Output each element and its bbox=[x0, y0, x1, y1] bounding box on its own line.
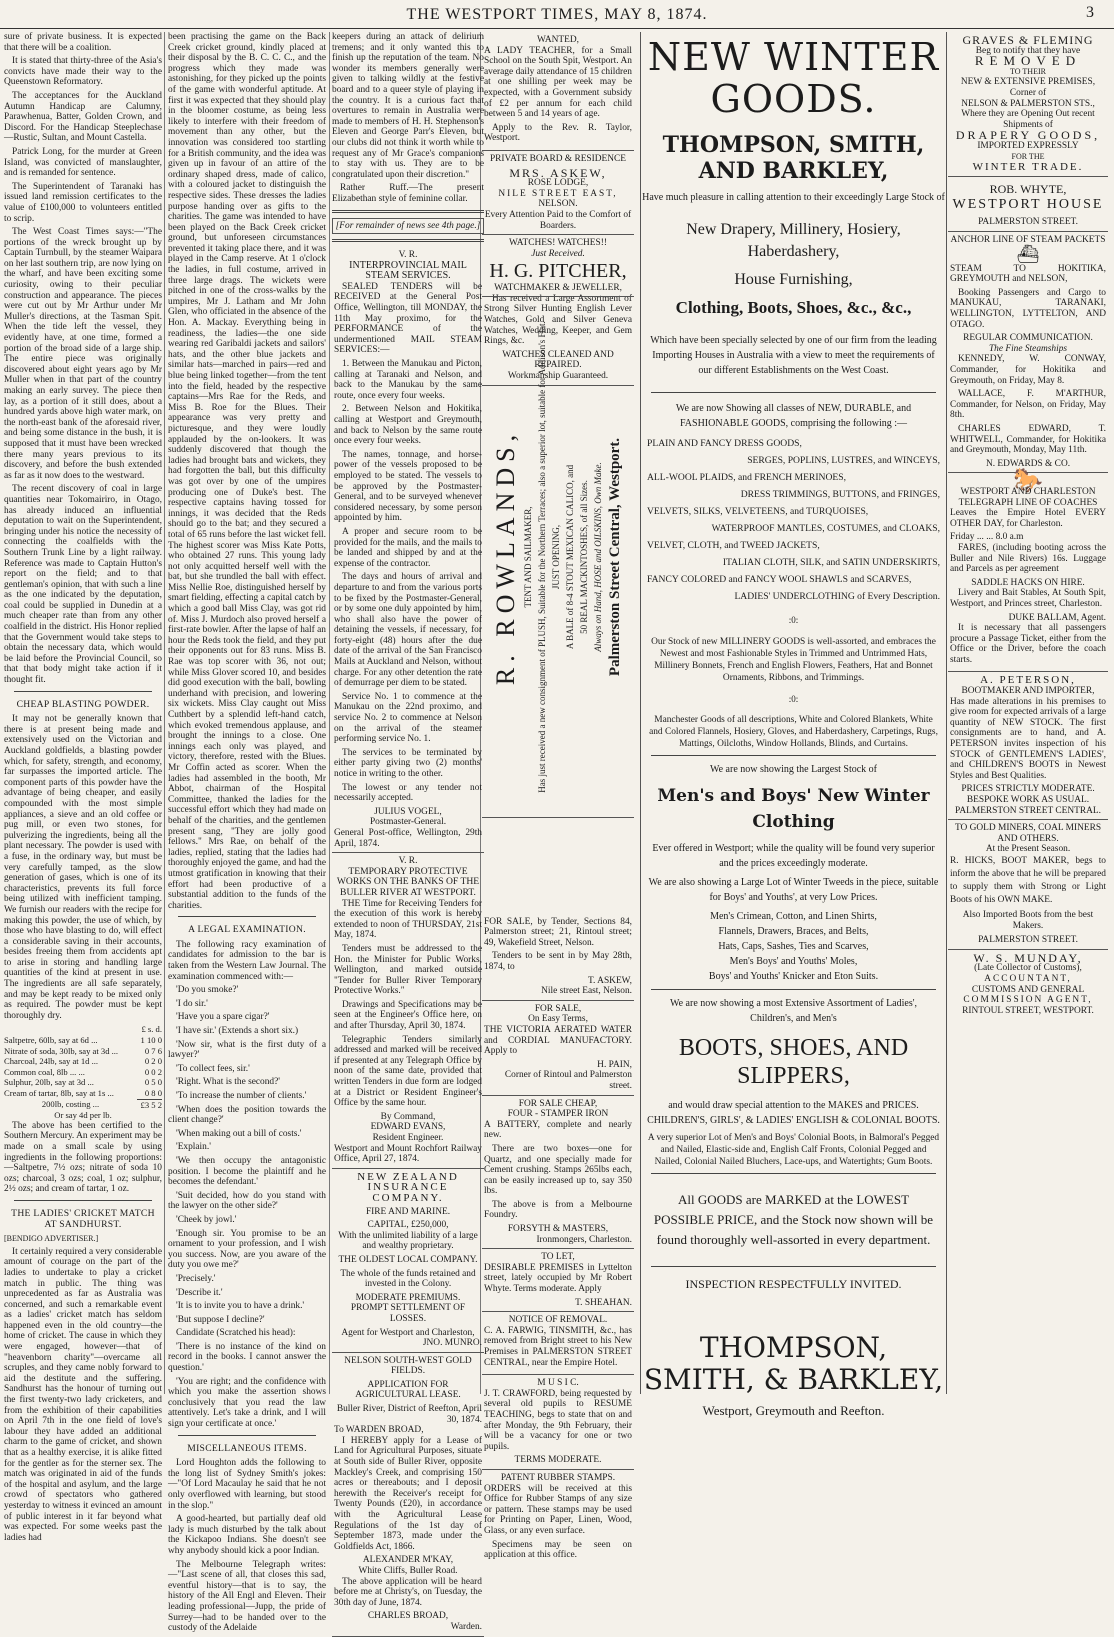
signature: H. PAIN, bbox=[597, 1059, 632, 1070]
page-number: 3 bbox=[1086, 4, 1094, 21]
rowlands-advert bbox=[482, 293, 634, 818]
cost-note: Or say 4d per lb. bbox=[54, 1110, 112, 1121]
list-item: FANCY COLORED and FANCY WOOL SHAWLS and SCARVES, bbox=[647, 574, 912, 585]
advert-line: INSPECTION RESPECTFULLY INVITED. bbox=[685, 1277, 902, 1292]
advert-headline: NEW WINTER GOODS. bbox=[647, 35, 940, 121]
advert-name: MRS. ASKEW, bbox=[509, 165, 607, 180]
advert-paragraph: Livery and Bait Stables, At South Spit, Westport, and Princes street, Charleston. bbox=[950, 588, 1106, 609]
article-paragraph: It certainly required a very considerable amount of courage on the part of the ladies to undertake to play a cricket match in public. The thing was unprecedented as far as Australia was concerned, and such a remarkable event as a ladies' cricket match has seldom happened even in the old country—the home of cricket. The cause in which they were engaged, however—that of "heavenborn charity"—overcame all scruples, and they came nobly forward to aid the destitute and the suffering. Sandhurst has the honour of turning out the first twenty-two lady cricketers, and from the exhibition of their capabilities on April 7th in the one field of love's labour they have added an additional charm to the game of cricket, and shown that as a healthy exercise, it is alike fitted for the gentler as for the sterner sex. The match was originated in aid of the funds of the hospital and asylum, and the large crowd of spectators who gathered yesterday to witness it evinced an amount of public interest in it far beyond what was expected. For some weeks past the ladies had bbox=[4, 1246, 162, 1543]
advert-paragraph: Tenders must be addressed to the Hon. the Minister for Public Works, Wellington, and marked outside "Tender for Buller River Temporary Protective Works." bbox=[334, 943, 482, 997]
powder-cost-table bbox=[4, 1024, 162, 1120]
advert-line: FOR THE bbox=[1011, 151, 1045, 161]
list-item: VELVET, CLOTH, and TWEED JACKETS, bbox=[647, 540, 820, 551]
advert-line: CHILDREN'S, GIRLS', & LADIES' ENGLISH & COLONIAL BOOTS. bbox=[647, 1115, 940, 1127]
advert-paragraph: Has received a Large Assortment of Strong Silver Hunting English Lever Watches, Gold and Silver Geneva Watches, Wedding, Keeper, and Gem Rings, &c. bbox=[484, 293, 632, 347]
article-paragraph: It is stated that thirty-three of the Asia's convicts have made their way to the Queenstown Reformatory. bbox=[4, 56, 162, 88]
dialogue-line: Candidate (Scratched his head): bbox=[176, 1328, 296, 1339]
article-heading: THE LADIES' CRICKET MATCH AT SANDHURST. bbox=[11, 1207, 155, 1230]
advert-paragraph: THE Time for Receiving Tenders for the execution of this work is hereby extended to noon of THURSDAY, 21st May, 1874. bbox=[334, 898, 482, 941]
advert-line: Agent for Westport and Charleston, bbox=[341, 1327, 475, 1338]
advert-paragraph: It is necessary that all passengers procure a Passage Ticket, either from the Office or the Driver, before the coach starts. bbox=[950, 623, 1106, 665]
goods-list bbox=[641, 435, 946, 605]
advert-paragraph: There are two boxes—one for Quartz, and one specially made for Cement crushing. Stamps 265lbs each, can be easily increased up to, say 350 lbs. bbox=[484, 1143, 632, 1197]
list-item: LADIES' UNDERCLOTHING of Every Description. bbox=[734, 591, 940, 602]
divider bbox=[14, 691, 152, 692]
advert-line: DRAPERY GOODS, bbox=[955, 128, 1101, 143]
protective-works-advert bbox=[332, 853, 484, 1169]
advert-line: At the Present Season. bbox=[985, 844, 1071, 855]
advert-line: Workmanship Guaranteed. bbox=[507, 371, 609, 382]
advert-name: R. ROWLANDS, bbox=[491, 428, 520, 686]
article-paragraph: The acceptances for the Auckland Autumn Handicap are Calumny, Parawhenua, Batter, Golden Crown, and Discord. For the Handicap Steeplechase—Rustic, Sultan, and Mount Castella. bbox=[4, 90, 162, 144]
ornament: :0: bbox=[788, 693, 799, 704]
advert-line: PALMERSTON STREET CENTRAL. bbox=[955, 805, 1101, 816]
advert-line: Children's, and Men's bbox=[750, 1013, 837, 1025]
table-row: Sulphur, 20lb, say at 3d ... 0 5 0 bbox=[4, 1077, 162, 1088]
advert-address: Palmerston Street Central, Westport. bbox=[607, 437, 623, 677]
battery-sale-advert bbox=[482, 1096, 634, 1250]
advert-line: Which have been specially selected by one of our firm from the leading Importing Houses in Australia with a view to meet the requirements of our different Establishments on the West Coast. bbox=[650, 335, 937, 376]
advert-paragraph: Booking Passengers and Cargo to MANUKAU, TARANAKI, WELLINGTON, LYTTELTON, AND OTAGO. bbox=[950, 287, 1106, 330]
agricultural-lease-advert bbox=[332, 1353, 484, 1637]
signature: ALEXANDER M'KAY, bbox=[362, 1555, 454, 1566]
advert-title: NEW ZEALAND INSURANCE COMPANY. bbox=[357, 1170, 459, 1204]
to-let-advert bbox=[482, 1249, 634, 1312]
insurance-advert bbox=[332, 1169, 484, 1353]
signature: DUKE BALLAM, Agent. bbox=[1008, 612, 1106, 623]
advert-line: Have much pleasure in calling attention to their exceedingly Large Stock of bbox=[642, 192, 945, 203]
advert-line: A BALE of 8-4 STOUT MEXICAN CALICO, and bbox=[565, 464, 575, 650]
advert-line: COMMISSION AGENT, bbox=[963, 995, 1093, 1006]
article-paragraph: The recent discovery of coal in large quantities near Tokomairiro, in Otago, has already induced an influential deputation to wait on the Superintendent, bringing under his notice the necessity of connecting the coalfields with the Southern Trunk Line by a light railway. Reference was made to Captain Hutton's report on the field; and to that gentleman's opinion, that with such a line as the one indicated by the deputation, coal could be supplied in Dunedin at a much cheaper rate than from any other coalfield in the district. His Honor replied that the Government would take steps to obtain the necessary data, which would be laid before the Provincial Council, so that that body might take action if it thought fit. bbox=[4, 484, 162, 686]
advert-line: WATCHES! WATCHES!! bbox=[509, 238, 607, 249]
list-item: SERGES, POPLINS, LUSTRES, and WINCEYS, bbox=[747, 455, 940, 466]
advert-title: PRIVATE BOARD & RESIDENCE bbox=[489, 153, 627, 164]
rotated-content bbox=[491, 307, 625, 807]
advert-paragraph: C. A. FARWIG, TINSMITH, &c., has removed from Bright street to his New Premises in PALMERSTON STREET CENTRAL, near the Empire Hotel. bbox=[484, 1325, 632, 1368]
signature: N. EDWARDS & CO. bbox=[985, 458, 1071, 469]
table-row: Saltpetre, 60lb, say at 6d ... 1 10 0 bbox=[4, 1035, 162, 1046]
article-paragraph: A good-hearted, but partially deaf old lady is much disturbed by the talk about the Kickapoo Indians. She doesn't see why anybody should kick a poor Indian. bbox=[168, 1514, 326, 1556]
dialogue-line: 'Right. What is the second?' bbox=[176, 1077, 280, 1088]
timetable-line: Friday ... ... 8.0 a.m bbox=[950, 532, 1024, 543]
advert-line: NILE STREET EAST, bbox=[498, 188, 618, 199]
advert-title: NELSON SOUTH-WEST GOLD FIELDS. bbox=[344, 1355, 472, 1377]
dialogue-line: 'It is to invite you to have a drink.' bbox=[176, 1301, 305, 1312]
divider bbox=[332, 239, 484, 242]
dialogue-line: 'Cheek by jowl.' bbox=[176, 1214, 237, 1225]
dialogue-line: 'To increase the number of clients.' bbox=[176, 1091, 307, 1101]
signature: T. SHEAHAN. bbox=[575, 1297, 632, 1308]
advert-paragraph: Service No. 1 to commence at the Manukau on the 22nd proximo, and service No. 2 to commence at Nelson on the arrival of the steamer performing service No. 1. bbox=[334, 691, 482, 745]
advert-subtitle: TELEGRAPH LINE OF COACHES bbox=[958, 497, 1098, 508]
divider bbox=[14, 1200, 152, 1201]
advert-line: SADDLE HACKS ON HIRE. bbox=[971, 577, 1085, 588]
advert-subheadline: BOOTS, SHOES, AND SLIPPERS, bbox=[678, 1035, 909, 1090]
advert-line: JUST OPENING, bbox=[551, 524, 561, 590]
advert-line: PALMERSTON STREET. bbox=[978, 216, 1078, 227]
vr-mark: V. R. bbox=[398, 856, 418, 867]
advert-line: TERMS MODERATE. bbox=[514, 1455, 602, 1466]
signature-title: Corner of Rintoul and Palmerston street. bbox=[504, 1070, 632, 1091]
advert-name: ROB. WHYTE, bbox=[989, 181, 1067, 196]
dialogue-line: 'When does the position towards the client change?' bbox=[168, 1104, 326, 1126]
advert-paragraph: 2. Between Nelson and Hokitika, calling at Westport and Greymouth, and back to Nelson by the same route once every four weeks. bbox=[334, 404, 482, 447]
article-paragraph: sure of private business. It is expected that there will be a coalition. bbox=[4, 32, 162, 53]
advert-paragraph: Manchester Goods of all descriptions, White and Colored Blankets, White and Colored Flannels, Hosiery, Gloves, and Haberdashery, Carpetings, Rugs, Mattings, Oilcloths, Window Hollands, Blinds, and Curtains. bbox=[649, 715, 938, 750]
whyte-advert bbox=[948, 177, 1108, 232]
dialogue-line: 'Suit decided, how do you stand with the lawyer on the other side?' bbox=[168, 1190, 326, 1212]
advert-line: WATCHMAKER & JEWELLER, bbox=[494, 283, 622, 294]
dialogue-line: 'I do sir.' bbox=[176, 998, 208, 1009]
advert-paragraph: STEAM TO HOKITIKA, GREYMOUTH and NELSON, bbox=[950, 263, 1106, 285]
table-row: Nitrate of soda, 30lb, say at 3d ... 0 7 6 bbox=[4, 1045, 162, 1056]
list-item: ALL-WOOL PLAIDS, and FRENCH MERINOES, bbox=[647, 472, 846, 483]
advert-line: Has just received a new consignment of PLUSH, Suitable for the Northern Terraces; also a superior lot, suitable for Addison's Flat. bbox=[537, 321, 547, 793]
cost-header: £ s. d. bbox=[141, 1024, 162, 1035]
advert-line: TENT AND SAILMAKER, bbox=[523, 506, 533, 608]
boarding-advert bbox=[482, 151, 634, 235]
advert-line: New Drapery, Millinery, Hosiery, Haberdashery, bbox=[686, 221, 901, 260]
advert-line: We are now showing the Largest Stock of bbox=[709, 764, 878, 776]
advert-line: WINTER TRADE. bbox=[972, 161, 1084, 174]
article-paragraph: The above has been certified to the Southern Mercury. An experiment may be made on a small scale by using ingredients in the following proportions:—Saltpetre, 7½ ozs; nitrate of soda 10 ozs; charcoal, 3 ozs; coal, 1 oz; sulphur, 2½ ozs; and cream of tartar, 1 oz. bbox=[4, 1120, 162, 1195]
advert-title: ANCHOR LINE OF STEAM PACKETS bbox=[950, 234, 1106, 245]
advert-dateline: Westport and Mount Rochfort Railway Office, April 27, 1874. bbox=[334, 1143, 482, 1165]
tender-sale-advert bbox=[482, 914, 634, 1001]
dialogue-line: 'Explain.' bbox=[176, 1142, 211, 1153]
list-item: WATERPROOF MANTLES, COSTUMES, and CLOAKS, bbox=[711, 523, 940, 534]
divider bbox=[332, 210, 484, 213]
advert-line: Clothing, Boots, Shoes, &c., &c., bbox=[675, 298, 912, 317]
advert-line: With the unlimited liability of a large and wealthy proprietary. bbox=[338, 1230, 478, 1252]
advert-paragraph: I HEREBY apply for a Lease of Land for Agricultural Purposes, situate at South side of Buller River, opposite Mackley's Creek, and comprising 150 acres or thereabouts; and I deposit herewith the Receiver's receipt for Twenty Pounds (£20), in accordance with the Agricultural Lease Regulations of the 1st day of September 1873, made under the Goldfields Act, 1866. bbox=[334, 1435, 482, 1552]
advert-name: H. G. PITCHER, bbox=[489, 260, 627, 283]
advert-paragraph: KENNEDY, W. CONWAY, Commander, for Hokitika and Greymouth, on Friday, May 8. bbox=[950, 354, 1106, 386]
advert-line: CAPITAL, £250,000, bbox=[367, 1220, 449, 1231]
dialogue-line: 'To collect fees, sir.' bbox=[176, 1063, 250, 1074]
removal-advert bbox=[482, 1312, 634, 1375]
advert-line: and would draw special attention to the MAKES and PRICES. bbox=[668, 1100, 919, 1112]
divider bbox=[651, 989, 936, 990]
advert-line: Always on Hand, HOSE and OILSKINS, Own Make. bbox=[593, 462, 603, 652]
advert-paragraph: THE VICTORIA AERATED WATER and CORDIAL MANUFACTORY. Apply to bbox=[484, 1024, 632, 1057]
signature: T. ASKEW, bbox=[587, 975, 632, 986]
remainder-note: [For remainder of news see 4th page.] bbox=[332, 218, 484, 235]
advert-title: WANTED, bbox=[537, 35, 579, 45]
advert-paragraph: Our Stock of new MILLINERY GOODS is well-assorted, and embraces the Newest and most Fashionable Styles in Trimmed and Untrimmed Hats, Millinery Bonnets, French and English Flowers, Feathers, Hat and Bonnet Ornaments, Ribbons, and Trimmings. bbox=[651, 636, 936, 683]
advert-line: We are now Showing all classes of NEW, DURABLE, and FASHIONABLE GOODS, comprising the following :— bbox=[675, 403, 912, 429]
article-paragraph: It may not be generally known that there is at present being made and extensively used on the Victorian and Auckland goldfields, a blasting powder which, for safety, strength, and economy, far surpasses the imported article. The component parts of this powder have the advantage of being cheaper, and easily compounded with the most simple appliances, a sieve and an old coffee or pug mill, or even two stones, for pulverizing the ingredients, being all the plant necessary. The powder is used with a fuse, in the ordinary way, but must be very carefully tamped, as the slow generation of gases, which is one of its characteristics, prevents its full force being utilized with inefficient tamping. We furnish our readers with the recipe for making this powder, the use of which, by those who have blasting to do, will effect a considerable saving in their accounts, besides freeing them from accidents apt to arise in storing and handling large quantities of the kind at present in use. The ingredients are all safe separately, and may be kept ready to be mixed only as required. The powder must be kept thoroughly dry. bbox=[4, 714, 162, 1021]
advert-line: Boys' and Youths' Knicker and Eton Suits. bbox=[708, 971, 879, 983]
coach-advert bbox=[948, 468, 1108, 672]
advert-paragraph: A very superior Lot of Men's and Boys' Colonial Boots, in Balmoral's Pegged and Nailed, Elastic-side and, English Calf Fronts, Colonial Pegged and Nailed, Colonial Nailed Bluchers, Lace-ups, and Watertights; Gum Boots. bbox=[647, 1133, 940, 1168]
advert-line: The whole of the funds retained and invested in the Colony. bbox=[340, 1268, 476, 1290]
divider bbox=[651, 1266, 936, 1267]
advert-paragraph: The above is from a Melbourne Foundry. bbox=[484, 1199, 632, 1221]
advert-paragraph: FARES, (including booting across the Buller and Nile Rivers) 16s. Luggage and Parcels as per agreement bbox=[950, 542, 1106, 575]
signature: EDWARD EVANS, bbox=[370, 1122, 446, 1133]
column-2 bbox=[168, 32, 326, 1634]
advert-title: INTERPROVINCIAL MAIL STEAM SERVICES. bbox=[349, 259, 467, 282]
advert-headline: WESTPORT HOUSE bbox=[952, 197, 1104, 213]
dialogue-line: 'We then occupy the antagonistic position. I become the plaintiff and he becomes the defendant.' bbox=[168, 1155, 326, 1188]
advert-subheadline: Men's and Boys' New Winter Clothing bbox=[657, 786, 930, 833]
dialogue-line: 'When making out a bill of costs.' bbox=[176, 1128, 302, 1139]
advert-line: To WARDEN BROAD, bbox=[334, 1425, 424, 1436]
advert-title: NOTICE OF REMOVAL. bbox=[508, 1315, 608, 1326]
source-note: [BENDIGO ADVERTISER.] bbox=[4, 1234, 99, 1244]
article-heading: MISCELLANEOUS ITEMS. bbox=[187, 1442, 307, 1454]
advert-line: Beg to notify that they have bbox=[975, 45, 1081, 56]
advert-line: Just Received. bbox=[531, 248, 585, 259]
dialogue-line: 'I have sir.' (Extends a short six.) bbox=[176, 1026, 299, 1037]
column-5-large-advert bbox=[640, 32, 947, 1419]
rubber-stamps-advert bbox=[482, 1470, 634, 1567]
advert-line: ROSE LODGE, bbox=[527, 178, 589, 189]
advert-address: RINTOUL STREET, WESTPORT. bbox=[962, 1005, 1094, 1016]
signature: CHARLES BROAD, bbox=[367, 1611, 449, 1622]
advert-line: House Furnishing, bbox=[734, 271, 853, 288]
masthead bbox=[0, 0, 1114, 29]
advert-line: Where they are Opening Out recent bbox=[961, 109, 1095, 120]
advert-line: TO THEIR bbox=[1010, 66, 1046, 76]
signature-title: Resident Engineer. bbox=[372, 1133, 444, 1143]
advert-line: WATCHES CLEANED AND REPAIRED. bbox=[502, 349, 614, 371]
advert-paragraph: Tenders to be sent in by May 28th, 1874, to bbox=[484, 951, 632, 972]
munday-advert bbox=[948, 950, 1108, 1020]
table-total: 200lb, costing ... £3 5 2 bbox=[41, 1099, 162, 1110]
advert-paragraph: DESIRABLE PREMISES in Lyttelton street, lately occupied by Mr Robert Whyte. Terms moderate. Apply bbox=[484, 1262, 632, 1295]
advert-line: ACCOUNTANT, bbox=[984, 973, 1072, 984]
advert-line: The Fine Steamships bbox=[988, 343, 1068, 354]
signature-title: White Cliffs, Buller Road. bbox=[358, 1565, 458, 1576]
peterson-advert bbox=[948, 672, 1108, 820]
advert-paragraph: A proper and secure room to be provided for the mails, and the mails to be landed and shipped by and at the expense of the contractor. bbox=[334, 526, 482, 569]
advert-line: Hats, Caps, Sashes, Ties and Scarves, bbox=[718, 941, 869, 953]
advert-paragraph: Has made alterations in his premises to give room for expected arrivals of a large quantity of NEW STOCK. The first consignments are to hand, and A. PETERSON invites inspection of his STOCK of GENTLEMEN'S LADIES', and CHILDREN'S BOOTS in Newest Styles and Best Qualities. bbox=[950, 696, 1106, 781]
column-6 bbox=[948, 32, 1108, 1394]
article-heading: CHEAP BLASTING POWDER. bbox=[16, 698, 150, 710]
advert-paragraph: R. HICKS, BOOT MAKER, begs to inform the above that he will be prepared to supply them with Strong or Light Boots of his OWN MAKE. bbox=[950, 855, 1106, 905]
advert-line: Flannels, Drawers, Braces, and Belts, bbox=[718, 926, 869, 938]
article-paragraph: been practising the game on the Back Creek cricket ground, kindly placed at their disposal by the B. C. C. C., and the progress which they made was astonishing, for they picked up the points of the game with wonderful aptitude. At first it was expected that they should play in the bloomer costume, as being less likely to interfere with their freedom of movement than any other, but the innovation was considered too startling for a British community, and the idea was given up in favour of an attire of the ordinary shaped dress, made of calico, with a coloured jacket to distinguish the respective sides. These dresses the ladies purpose handing over as gifts to the charities. The game was intended to have been played on the Back Creek cricket ground, but unforeseen circumstances prevented it taking place there, and it was played in the Camp reserve. At 1 o'clock the ladies, in full costume, arrived in three large drags. The wickets were pitched in one of the cross-walks by the umpires, Mr J. Latham and Mr John Glen, who officiated in the absence of the Hon. A. Mackay. Everything being in readiness, the ladies—the one side wearing red Garibaldi jackets and sailors' hats, and the other blue jackets and similar hats—marched in pairs—red and blue being linked together—from the tent into the field, headed by the respective captains—Mrs Rae for the Reds, and Miss B. Roe for the Blues. Their appearance was very pretty and picturesque, and they were loudly applauded by the on-lookers. It was suddenly discovered that though the ladies had brought bats and wickets, they had forgotten the ball, but this difficulty was got over by one of the umpires producing one of Duke's best. The respective captains having tossed for innings, it was decided that the Reds should go to the bat; and they secured a total of 65 runs before the last wicket fell. The highest scorer was Miss Kate Potts, who obtained 27 runs. This young lady not only acquitted herself well with the bat, but she trundled the ball with effect. Miss Nellie Roe, distinguished herself by smart fielding, effecting a capital catch by which a good ball Miss Clay, was got rid of. Miss J. Murdoch also proved herself a first-rate bowler. After the lapse of half an hour the Reds took the field, and they put their opponents out for 83 runs. Miss B. Rae was top scorer with 36, not out; while Miss Glover scored 10, and besides did good execution with the ball, bowling underhand with precision, and lowering six wickets. Miss Clay caught out Miss Cuthbert by a splendid left-hand catch, which evoked tremendous applause, and brought the innings to a close. One innings each only was played, and victory, therefore, rested with the Blues. Mr Coffin acted as scorer. When the ladies had assembled in the booth, Mr Abbot, chairman of the Hospital Committee, thanked the ladies for the successful effort which they had made on behalf of the charities, and the gentlemen present sang, "They are jolly good fellows." Mrs Rae, on behalf of the ladies, replied, stating that the ladies had thoroughly enjoyed the game, and had the utmost gratification in knowing that their effort had been productive of a substantial addition to the funds of the charities. bbox=[168, 32, 326, 911]
article-paragraph: The Superintendent of Taranaki has issued land remission certificates to the value of £100,000 to volunteers entitled to scrip. bbox=[4, 181, 162, 224]
advert-subtitle: FOUR - STAMPER IRON bbox=[507, 1109, 609, 1120]
divider bbox=[178, 916, 316, 917]
advert-line: Also Imported Boots from the best Makers. bbox=[962, 909, 1094, 931]
list-item: DRESS TRIMMINGS, BUTTONS, and FRINGES, bbox=[740, 489, 940, 500]
advert-line: PROMPT SETTLEMENT OF LOSSES. bbox=[350, 1303, 466, 1324]
article-paragraph: Lord Houghton adds the following to the long list of Sydney Smith's jokes:—"Of Lord Macaulay he said that he not only overflowed with learning, but stood in the slop." bbox=[168, 1458, 326, 1511]
divider bbox=[178, 1435, 316, 1436]
advert-line: We are also showing a Large Lot of Winter Tweeds in the piece, suitable for Boys' and Youths', at very Low Prices. bbox=[648, 877, 939, 904]
advert-line: We are now showing a most Extensive Assortment of Ladies', bbox=[669, 998, 918, 1010]
advert-paragraph: Leaves the Empire Hotel EVERY OTHER DAY, for Charleston. bbox=[950, 508, 1106, 529]
article-paragraph: The Melbourne Telegraph writes:—"Last scene of all, that closes this sad, eventful history—that is to say, the history of the All Engl and Eleven. Their leading professional—Jupp, the pride of Surrey—had to be handed over to the custody of the Adelaide bbox=[168, 1559, 326, 1634]
divider bbox=[651, 392, 936, 393]
anchor-line-advert bbox=[948, 232, 1108, 474]
advert-title: WESTPORT AND CHARLESTON bbox=[960, 486, 1096, 497]
advert-paragraph: 1. Between the Manukau and Picton, calling at Taranaki and Nelson, and back to the Manukau by the same route, once every four weeks. bbox=[334, 359, 482, 401]
divider bbox=[651, 1173, 936, 1174]
advert-line: MODERATE PREMIUMS. bbox=[355, 1292, 461, 1303]
signature: JNO. MUNRO. bbox=[422, 1338, 482, 1349]
advert-line: REGULAR COMMUNICATION. bbox=[963, 333, 1093, 344]
column-rule bbox=[164, 32, 165, 1394]
advert-title: PATENT RUBBER STAMPS. bbox=[500, 1472, 616, 1483]
list-item: VELVETS, SILKS, VELVETEENS, and TURQUOISES, bbox=[647, 506, 869, 517]
advert-line: (Late Collector of Customs), bbox=[974, 963, 1082, 974]
advert-line: NEW & EXTENSIVE PREMISES, bbox=[960, 77, 1096, 88]
mail-tender-advert bbox=[332, 247, 484, 853]
advert-line: On Easy Terms, bbox=[528, 1014, 588, 1025]
advert-title: FOR SALE, bbox=[534, 1003, 582, 1014]
advert-paragraph: CHARLES EDWARD, T. WHITWELL, Commander, for Hokitika and Greymouth, Monday, May 11th. bbox=[950, 424, 1106, 456]
advert-line: Every Attention Paid to the Comfort of Boarders. bbox=[484, 209, 632, 231]
advert-title: FOR SALE CHEAP, bbox=[518, 1098, 598, 1109]
advert-line: PRICES STRICTLY MODERATE. bbox=[961, 784, 1095, 795]
article-heading: A LEGAL EXAMINATION. bbox=[188, 924, 306, 936]
advert-line: THE OLDEST LOCAL COMPANY. bbox=[338, 1254, 478, 1265]
firm-name: THOMPSON, SMITH, AND BARKLEY, bbox=[662, 132, 925, 184]
advert-paragraph: The services to be terminated by either party giving two (2) months' notice in writing to the other. bbox=[334, 747, 482, 779]
hicks-advert bbox=[948, 820, 1108, 950]
column-rule bbox=[329, 32, 330, 1394]
advert-line: Shipments of bbox=[1003, 119, 1053, 130]
firm-name: THOMPSON, SMITH, & BARKLEY, bbox=[643, 1331, 944, 1397]
advert-paragraph: J. T. CRAWFORD, being requested by several old pupils to RESUME TEACHING, begs to state that on and after Monday, the 9th February, their will be a vacancy for one or two pupils. bbox=[484, 1388, 632, 1452]
advert-paragraph: The lowest or any tender not necessarily accepted. bbox=[334, 782, 482, 804]
graves-fleming-advert bbox=[948, 32, 1108, 177]
dialogue-line: 'There is no instance of the kind on record in the books. I cannot answer the question.' bbox=[168, 1341, 326, 1374]
dialogue-line: 'Now sir, what is the first duty of a lawyer?' bbox=[168, 1039, 326, 1061]
advert-title: M U S I C. bbox=[537, 1378, 579, 1389]
dialogue-line: 'But suppose I decline?' bbox=[176, 1314, 265, 1325]
advert-line: PALMERSTON STREET. bbox=[978, 935, 1078, 946]
advert-paragraph: ORDERS will be received at this Office for Rubber Stamps of any size or pattern. These stamps may be used for Printing on Paper, Linen, Wood, Glass, or any even surface. bbox=[484, 1483, 632, 1536]
dialogue-line: 'Precisely.' bbox=[176, 1273, 216, 1284]
advert-subtitle: APPLICATION FOR AGRICULTURAL LEASE. bbox=[355, 1379, 461, 1401]
advert-paragraph: Telegraphic Tenders similarly addressed and marked will be received if presented at any Telegraph Office by noon of the same date, provided that written Tenders in due form are lodged at a District or Resident Engineer's Office by the same hour. bbox=[334, 1034, 482, 1109]
article-paragraph: Patrick Long, for the murder at Green Island, was convicted of manslaughter, and is remanded for sentence. bbox=[4, 146, 162, 179]
advert-line: By Command, bbox=[380, 1111, 436, 1122]
article-paragraph: The West Coast Times says:—"The portions of the wreck brought up by Captain Turnbull, by the steamer Waipara on her last southern trip, are now lying on the wharf, and have been exciting some curiosity, owing to their peculiar construction and appearance. The pieces were cut out by Mr Arthur under Mr Muller's directions, at the Tasman Spit. When the tide left the vessel, they evidently have, at one time, formed a portion of the broad side of a large ship. The entire piece was originally discovered about eight years ago by Mr Muller when in that part of the country making an early survey. The piece then lay, as a portion of it still does, about a hundred yards above high water mark, on the north-east bank of the aforesaid river, and being some distance in the bush, it is supposed that it must have been wrecked there many years previous to its discovery, and before the bush extended as far as it now does to the westward. bbox=[4, 227, 162, 481]
advert-line: REMOVED bbox=[974, 53, 1082, 69]
signature: FORSYTH & MASTERS, bbox=[507, 1224, 609, 1235]
article-paragraph: Rather Ruff.—The present Elizabethan style of feminine collar. bbox=[332, 183, 484, 204]
advert-title: TO LET, bbox=[541, 1252, 575, 1263]
advert-paragraph: FOR SALE, by Tender, Sections 84, Palmerston street; 21, Rintoul street; 49, Wakefield Street, Nelson. bbox=[484, 916, 632, 948]
advert-title: TO GOLD MINERS, COAL MINERS AND OTHERS. bbox=[954, 823, 1102, 844]
advert-line: Corner of bbox=[1009, 87, 1047, 98]
advert-paragraph: The above application will be heard before me at Christy's, on Tuesday, the 30th day of June, 1874. bbox=[334, 1576, 482, 1608]
advert-paragraph: A LADY TEACHER, for a Small School on the South Spit, Westport. An average daily attendance of 15 children at one shilling per week may be expected, with a Government subsidy of £2 per annum for each child between 5 and 14 years of age. bbox=[484, 45, 632, 120]
advert-paragraph: The names, tonnage, and horse-power of the vessels proposed to be employed to be stated. The vessels to be approved by the Postmaster-General, and to be surveyed whenever considered necessary, by some person appointed by him. bbox=[334, 449, 482, 524]
table-row: Common coal, 8lb ... ... 0 0 2 bbox=[4, 1066, 162, 1077]
divider bbox=[651, 755, 936, 756]
coach-icon: 🐎 bbox=[1013, 468, 1043, 495]
advert-paragraph: A BATTERY, complete and nearly new. bbox=[484, 1119, 632, 1141]
music-advert bbox=[482, 1375, 634, 1470]
dialogue-line: 'Enough sir. You promise to be an ornament to your profession, and I wish you success. Now, are you aware of the duty you owe me?' bbox=[168, 1228, 326, 1271]
dialogue-line: 'Have you a spare cigar?' bbox=[176, 1012, 270, 1023]
column-3 bbox=[332, 32, 484, 1632]
article-paragraph: keepers during an attack of delirium tremens; and it only wanted this to finish up the reputation of the team. No wonder its members generally were given to talking wildly at the festive board and to a queer style of playing in the country. It is a curious fact that overtures to remain in Australia were made to members of H. H. Stephenson's Eleven and George Parr's Eleven, but our clubs did not think it worth while to request any of Mr Grace's companions to stay with us. They are to be congratulated upon their discretion." bbox=[332, 32, 484, 180]
advert-line: NELSON & PALMERSTON STS., bbox=[961, 98, 1095, 109]
advert-name: W. S. MUNDAY, bbox=[973, 950, 1083, 965]
advert-paragraph: SEALED TENDERS will be RECEIVED at the General Post Office, Wellington, till MONDAY, the 11th May proximo, for the PERFORMANCE of the undermentioned MAIL STEAM SERVICES:— bbox=[334, 281, 482, 356]
table-row: Cream of tartar, 8lb, say at 1s ... 0 8 0 bbox=[4, 1088, 162, 1099]
advert-dateline: Buller River, District of Reefton, April 30, 1874. bbox=[336, 1404, 482, 1425]
advert-paragraph: Specimens may be seen on application at this office. bbox=[484, 1539, 632, 1561]
advert-location: Westport, Greymouth and Reefton. bbox=[702, 1403, 885, 1419]
advert-paragraph: The days and hours of arrival and departure to and from the various ports to be fixed by the Postmaster-General, or by some one duly appointed by him, who shall also have the power of detaining the vessels, if necessary, for forty-eight (48) hours after the due date of the arrival of the San Francisco Mails at Auckland and Nelson, without charge. For any other detention the rate of demurrage per diem to be stated. bbox=[334, 572, 482, 689]
advert-line: Men's Boys' and Youths' Moles, bbox=[729, 956, 858, 968]
factory-sale-advert bbox=[482, 1001, 634, 1096]
list-item: ITALIAN CLOTH, SILK, and SATIN UNDERSKIRTS, bbox=[722, 557, 940, 568]
advert-title: TEMPORARY PROTECTIVE WORKS ON THE BANKS OF THE BULLER RIVER AT WESTPORT. bbox=[336, 865, 480, 898]
dialogue-line: 'You are right; and the confidence with which you make the assertion shows conclusively that you read the law attentively. Let's take a drink, and I will sign your certificate at once.' bbox=[168, 1376, 326, 1430]
advert-name: GRAVES & FLEMING bbox=[962, 33, 1094, 47]
advert-paragraph: All GOODS are MARKED at the LOWEST POSSIBLE PRICE, and the Stock now shown will be found thoroughly well-assorted in every department. bbox=[653, 1192, 934, 1248]
advert-line: NELSON. bbox=[538, 199, 578, 210]
list-item: PLAIN AND FANCY DRESS GOODS, bbox=[647, 438, 802, 449]
signature-title: Nile street East, Nelson. bbox=[541, 986, 632, 997]
signature-title: Ironmongers, Charleston. bbox=[536, 1234, 632, 1245]
newspaper-title: THE WESTPORT TIMES, MAY 8, 1874. bbox=[406, 6, 708, 23]
signature-title: Warden. bbox=[450, 1621, 482, 1632]
advert-subtitle: FIRE AND MARINE. bbox=[365, 1206, 451, 1217]
ornament: :0: bbox=[788, 615, 799, 625]
advert-line: Men's Crimean, Cotton, and Linen Shirts, bbox=[710, 911, 877, 923]
dialogue-line: 'Do you smoke?' bbox=[176, 985, 239, 996]
article-paragraph: The following racy examination of candidates for admission to the bar is taken from the Western Law Journal. The examination commenced with:— bbox=[168, 939, 326, 982]
advert-line: BOOTMAKER AND IMPORTER, bbox=[961, 686, 1095, 697]
wanted-advert bbox=[482, 32, 634, 151]
advert-line: Ever offered in Westport; while the quality will be found very superior and the prices exceedingly moderate. bbox=[652, 843, 935, 870]
advert-paragraph: Apply to the Rev. R. Taylor, Westport. bbox=[484, 122, 632, 144]
advert-line: IMPORTED EXPRESSLY bbox=[977, 140, 1079, 151]
steamship-icon: ⛴ bbox=[1016, 244, 1040, 265]
table-row: Charcoal, 24lb, say at 1d ... 0 2 0 bbox=[4, 1056, 162, 1067]
advert-paragraph: WALLACE, F. M'ARTHUR, Commander, for Nelson, on Friday, May 8th. bbox=[950, 389, 1106, 421]
advert-name: A. PETERSON, bbox=[980, 674, 1076, 687]
column-1 bbox=[4, 32, 162, 1543]
advert-line: 50 REAL MACKINTOSHES, of all Sizes. bbox=[579, 480, 589, 634]
vr-mark: V. R. bbox=[398, 250, 418, 261]
advert-line: BESPOKE WORK AS USUAL. bbox=[966, 795, 1090, 805]
signature: JULIUS VOGEL, bbox=[374, 806, 442, 817]
advert-line: CUSTOMS AND GENERAL bbox=[971, 984, 1085, 995]
advert-dateline: General Post-office, Wellington, 29th April, 1874. bbox=[334, 827, 482, 849]
signature-title: Postmaster-General. bbox=[369, 817, 447, 828]
dialogue-line: 'Describe it.' bbox=[176, 1287, 223, 1298]
advert-paragraph: Drawings and Specifications may be seen at the Engineer's Office here, on and after Thursday, April 30, 1874. bbox=[334, 999, 482, 1032]
